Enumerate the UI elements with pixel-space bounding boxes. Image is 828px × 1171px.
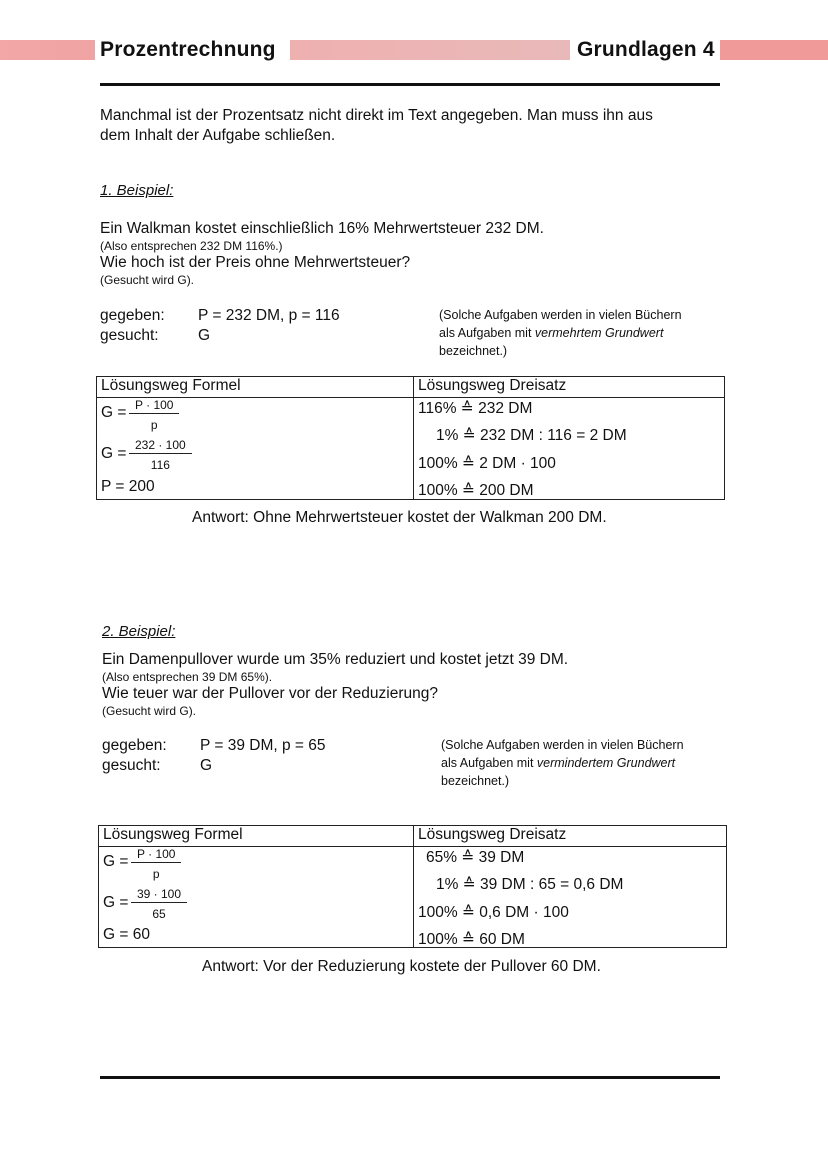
- fraction-1-denominator: p: [152, 867, 160, 881]
- fraction-1-numerator: P · 100: [131, 847, 181, 863]
- formula-header-cell: [97, 377, 414, 398]
- example-1-task: Ein Walkman kostet einschließlich 16% Mehrwertsteuer 232 DM.: [100, 220, 544, 237]
- dreisatz-line-3: 100% ≙ 2 DM · 100: [418, 455, 556, 472]
- example-1-note-line-2: als Aufgaben mit vermehrtem Grundwert: [439, 326, 664, 340]
- fraction-2-numerator: 232 · 100: [129, 438, 192, 454]
- dreisatz-line-2: 1% ≙ 39 DM : 65 = 0,6 DM: [436, 876, 624, 893]
- example-1-hint-2: (Gesucht wird G).: [100, 273, 195, 287]
- example-2-note-line-3: bezeichnet.): [441, 774, 510, 788]
- dreisatz-header: Lösungsweg Dreisatz: [418, 826, 567, 843]
- top-rule: [100, 83, 720, 86]
- formula-result: G = 60: [103, 926, 150, 943]
- example-1-answer: Antwort: Ohne Mehrwertsteuer kostet der Walkman 200 DM.: [192, 509, 607, 526]
- dreisatz-header-cell: [414, 826, 727, 847]
- dreisatz-line-3: 100% ≙ 0,6 DM · 100: [418, 904, 569, 921]
- formula-fraction-1: [129, 398, 179, 432]
- example-2-task: Ein Damenpullover wurde um 35% reduziert und kostet jetzt 39 DM.: [102, 651, 569, 668]
- formula-fraction-2: [129, 438, 192, 472]
- intro-line-1: Manchmal ist der Prozentsatz nicht direkt im Text angegeben. Man muss ihn aus: [100, 107, 653, 124]
- formula-cell: [99, 847, 414, 948]
- example-1-given-value: P = 232 DM, p = 116: [198, 307, 340, 324]
- example-2-given-label: gegeben:: [102, 737, 167, 754]
- fraction-2-denominator: 65: [152, 907, 166, 921]
- dreisatz-line-4: 100% ≙ 200 DM: [418, 482, 534, 499]
- example-2-answer: Antwort: Vor der Reduzierung kostete der Pullover 60 DM.: [202, 958, 601, 975]
- section-title: Grundlagen 4: [577, 38, 715, 61]
- formula-fraction-2: [131, 887, 187, 921]
- example-2-heading: 2. Beispiel:: [102, 623, 176, 640]
- dreisatz-cell: [414, 847, 727, 948]
- example-1-note-line-1: (Solche Aufgaben werden in vielen Büchern: [439, 308, 682, 322]
- fraction-2-denominator: 116: [150, 458, 170, 472]
- dreisatz-line-1: 65% ≙ 39 DM: [426, 849, 525, 866]
- example-1-given-label: gegeben:: [100, 307, 165, 324]
- example-1-sought-value: G: [198, 327, 211, 344]
- example-2-hint-2: (Gesucht wird G).: [102, 704, 197, 718]
- formula-header: Lösungsweg Formel: [103, 826, 243, 843]
- intro-line-2: dem Inhalt der Aufgabe schließen.: [100, 127, 336, 144]
- bottom-rule: [100, 1076, 720, 1079]
- example-2-sought-value: G: [200, 757, 213, 774]
- example-2-hint: (Also entsprechen 39 DM 65%).: [102, 670, 273, 684]
- dreisatz-line-4: 100% ≙ 60 DM: [418, 931, 525, 948]
- page-title: Prozentrechnung: [100, 38, 276, 61]
- example-2-sought-label: gesucht:: [102, 757, 161, 774]
- formula-result: P = 200: [101, 478, 155, 495]
- formula-g-eq-2: G =: [101, 445, 127, 462]
- example-2-given-value: P = 39 DM, p = 65: [200, 737, 326, 754]
- example-1-hint: (Also entsprechen 232 DM 116%.): [100, 239, 283, 253]
- formula-header-cell: [99, 826, 414, 847]
- fraction-1-numerator: P · 100: [129, 398, 179, 414]
- formula-fraction-1: [131, 847, 181, 881]
- dreisatz-line-1: 116% ≙ 232 DM: [418, 400, 533, 417]
- dreisatz-cell: [414, 398, 725, 500]
- example-2-note-line-1: (Solche Aufgaben werden in vielen Büchern: [441, 738, 684, 752]
- example-1-question: Wie hoch ist der Preis ohne Mehrwertsteuer?: [100, 254, 411, 271]
- example-2-note-line-2: als Aufgaben mit vermindertem Grundwert: [441, 756, 676, 770]
- formula-g-eq-1: G =: [101, 404, 127, 421]
- fraction-2-numerator: 39 · 100: [131, 887, 187, 903]
- dreisatz-line-2: 1% ≙ 232 DM : 116 = 2 DM: [436, 427, 627, 444]
- example-1-heading: 1. Beispiel:: [100, 182, 174, 199]
- formula-cell: [97, 398, 414, 500]
- example-1-note-line-3: bezeichnet.): [439, 344, 508, 358]
- example-2-question: Wie teuer war der Pullover vor der Reduzierung?: [102, 685, 438, 702]
- dreisatz-header: Lösungsweg Dreisatz: [418, 377, 567, 394]
- formula-g-eq-2: G =: [103, 894, 129, 911]
- example-2-solution-table: [98, 825, 727, 948]
- formula-g-eq-1: G =: [103, 853, 129, 870]
- formula-header: Lösungsweg Formel: [101, 377, 241, 394]
- dreisatz-header-cell: [414, 377, 725, 398]
- fraction-1-denominator: p: [150, 418, 158, 432]
- example-1-solution-table: [96, 376, 725, 500]
- example-1-sought-label: gesucht:: [100, 327, 159, 344]
